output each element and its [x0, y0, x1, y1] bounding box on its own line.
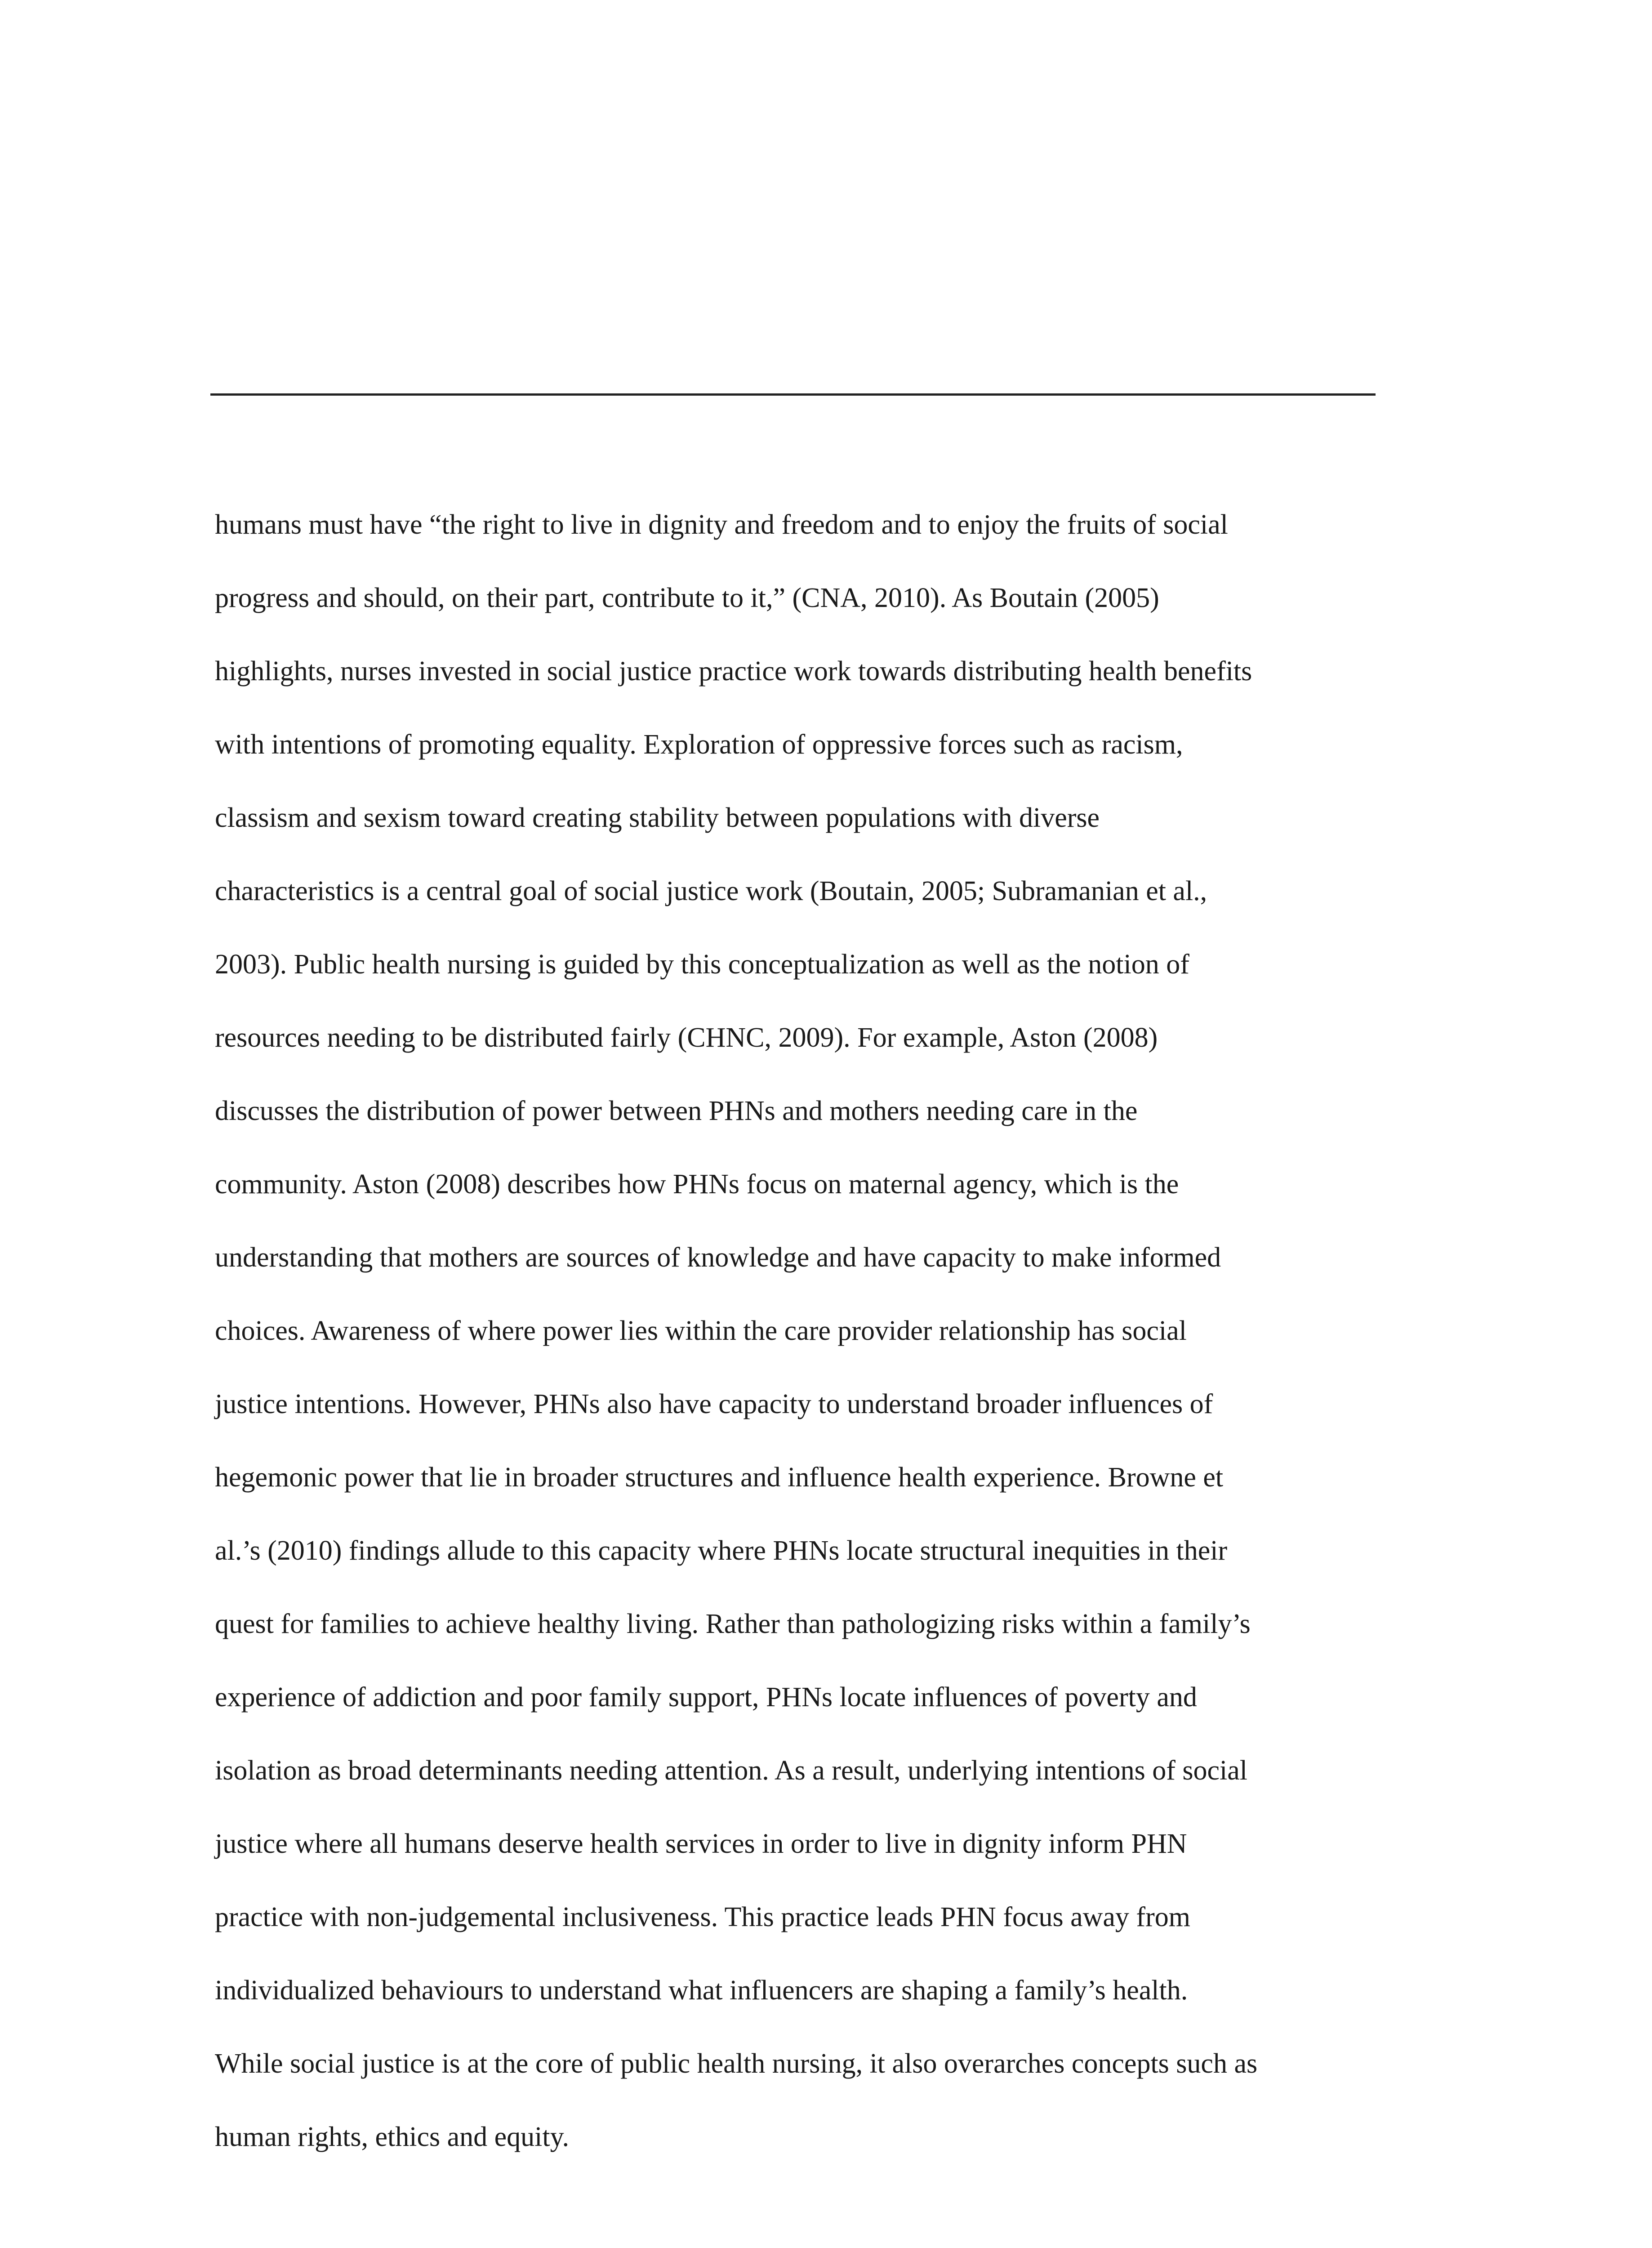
text-line: resources needing to be distributed fairly (CHNC, 2009). For example, Aston (2008) [215, 1022, 1158, 1053]
text-line: choices. Awareness of where power lies within the care provider relationship has social [215, 1316, 1187, 1346]
header-rule [210, 393, 1376, 396]
text-line: experience of addiction and poor family support, PHNs locate influences of poverty and [215, 1682, 1197, 1713]
text-line: quest for families to achieve healthy living. Rather than pathologizing risks within a family’s [215, 1609, 1251, 1639]
text-line: al.’s (2010) findings allude to this capacity where PHNs locate structural inequities in their [215, 1535, 1228, 1566]
text-line: human rights, ethics and equity. [215, 2122, 570, 2152]
text-line: 2003). Public health nursing is guided by this conceptualization as well as the notion of [215, 949, 1189, 980]
text-line: highlights, nurses invested in social justice practice work towards distributing health benefits [215, 656, 1252, 687]
text-line: community. Aston (2008) describes how PHNs focus on maternal agency, which is the [215, 1169, 1179, 1200]
text-line: hegemonic power that lie in broader structures and influence health experience. Browne et [215, 1462, 1224, 1493]
text-line: understanding that mothers are sources of knowledge and have capacity to make informed [215, 1242, 1221, 1273]
text-line: practice with non-judgemental inclusiveness. This practice leads PHN focus away from [215, 1902, 1190, 1932]
text-line: justice where all humans deserve health services in order to live in dignity inform PHN [215, 1829, 1187, 1859]
body-paragraph [215, 488, 1438, 2174]
text-line: individualized behaviours to understand what influencers are shaping a family’s health. [215, 1975, 1188, 2006]
text-line: progress and should, on their part, contribute to it,” (CNA, 2010). As Boutain (2005) [215, 583, 1159, 613]
text-line: isolation as broad determinants needing attention. As a result, underlying intentions of social [215, 1755, 1247, 1786]
text-line: humans must have “the right to live in dignity and freedom and to enjoy the fruits of social [215, 509, 1228, 540]
text-line: discusses the distribution of power between PHNs and mothers needing care in the [215, 1096, 1138, 1126]
text-line: justice intentions. However, PHNs also have capacity to understand broader influences of [215, 1389, 1213, 1419]
text-line: While social justice is at the core of public health nursing, it also overarches concepts such as [215, 2048, 1258, 2079]
text-line: with intentions of promoting equality. Exploration of oppressive forces such as racism, [215, 729, 1183, 760]
text-line: classism and sexism toward creating stability between populations with diverse [215, 803, 1100, 833]
text-line: characteristics is a central goal of social justice work (Boutain, 2005; Subramanian et al., [215, 876, 1207, 906]
